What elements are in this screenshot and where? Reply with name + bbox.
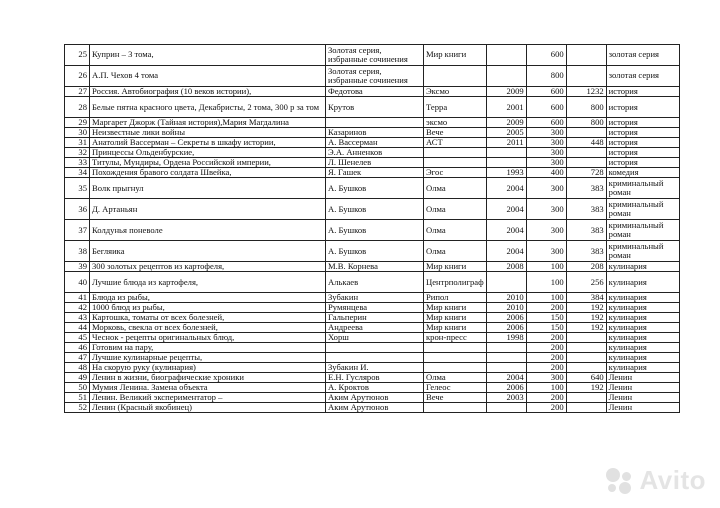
title-cell: 1000 блюд из рыбы, xyxy=(90,303,326,313)
year-cell xyxy=(486,66,526,87)
year-cell: 2006 xyxy=(486,383,526,393)
price-cell: 300 xyxy=(526,178,566,199)
price-cell: 200 xyxy=(526,303,566,313)
year-cell: 2004 xyxy=(486,220,526,241)
table-row xyxy=(65,403,680,413)
genre-cell: криминальный роман xyxy=(606,220,679,241)
year-cell xyxy=(486,272,526,293)
row-number-cell: 32 xyxy=(65,148,90,158)
pages-cell: 383 xyxy=(566,220,606,241)
pages-cell: 448 xyxy=(566,138,606,148)
genre-cell: кулинария xyxy=(606,262,679,272)
title-cell: Похождения бравого солдата Швейка, xyxy=(90,168,326,178)
price-cell: 150 xyxy=(526,313,566,323)
author-cell: Е.Н. Гусляров xyxy=(326,373,424,383)
author-cell: А. Бушков xyxy=(326,199,424,220)
row-number-cell: 45 xyxy=(65,333,90,343)
avito-watermark xyxy=(604,465,706,496)
year-cell: 2004 xyxy=(486,199,526,220)
title-cell: Неизвестные лики войны xyxy=(90,128,326,138)
pages-cell xyxy=(566,403,606,413)
pages-cell: 640 xyxy=(566,373,606,383)
table-row xyxy=(65,128,680,138)
table-row xyxy=(65,168,680,178)
year-cell: 2008 xyxy=(486,262,526,272)
row-number-cell: 38 xyxy=(65,241,90,262)
author-cell xyxy=(326,343,424,353)
pages-cell: 192 xyxy=(566,383,606,393)
row-number-cell: 43 xyxy=(65,313,90,323)
title-cell: Д. Артаньян xyxy=(90,199,326,220)
price-cell: 300 xyxy=(526,148,566,158)
price-cell: 600 xyxy=(526,45,566,66)
genre-cell: история xyxy=(606,87,679,97)
genre-cell: Ленин xyxy=(606,383,679,393)
table-row xyxy=(65,241,680,262)
year-cell xyxy=(486,403,526,413)
author-cell: Крутов xyxy=(326,97,424,118)
row-number-cell: 46 xyxy=(65,343,90,353)
row-number-cell: 42 xyxy=(65,303,90,313)
pages-cell: 800 xyxy=(566,97,606,118)
avito-logo-icon xyxy=(604,466,634,496)
year-cell: 2004 xyxy=(486,241,526,262)
author-cell: Аким Арутюнов xyxy=(326,403,424,413)
row-number-cell: 44 xyxy=(65,323,90,333)
pages-cell xyxy=(566,158,606,168)
publisher-cell: Олма xyxy=(424,373,487,383)
table-row xyxy=(65,313,680,323)
table-row xyxy=(65,262,680,272)
row-number-cell: 31 xyxy=(65,138,90,148)
title-cell: 300 золотых рецептов из картофеля, xyxy=(90,262,326,272)
year-cell xyxy=(486,353,526,363)
table-row xyxy=(65,87,680,97)
table-row xyxy=(65,199,680,220)
book-list-table xyxy=(64,44,680,413)
publisher-cell xyxy=(424,343,487,353)
genre-cell: кулинария xyxy=(606,293,679,303)
genre-cell: криминальный роман xyxy=(606,241,679,262)
title-cell: Колдунья поневоле xyxy=(90,220,326,241)
publisher-cell: Олма xyxy=(424,178,487,199)
author-cell: Аким Арутюнов xyxy=(326,393,424,403)
year-cell xyxy=(486,45,526,66)
author-cell: А. Бушков xyxy=(326,220,424,241)
year-cell: 2003 xyxy=(486,393,526,403)
publisher-cell: Мир книги xyxy=(424,262,487,272)
author-cell: А. Кроктов xyxy=(326,383,424,393)
price-cell: 100 xyxy=(526,293,566,303)
pages-cell: 208 xyxy=(566,262,606,272)
publisher-cell: Мир книги xyxy=(424,303,487,313)
table-row xyxy=(65,272,680,293)
table-row xyxy=(65,97,680,118)
publisher-cell xyxy=(424,363,487,373)
price-cell: 300 xyxy=(526,128,566,138)
price-cell: 300 xyxy=(526,158,566,168)
publisher-cell: Олма xyxy=(424,199,487,220)
genre-cell: история xyxy=(606,128,679,138)
year-cell: 2001 xyxy=(486,97,526,118)
title-cell: Лучшие кулинарные рецепты, xyxy=(90,353,326,363)
author-cell: Я. Гашек xyxy=(326,168,424,178)
genre-cell: кулинария xyxy=(606,303,679,313)
author-cell: А. Бушков xyxy=(326,241,424,262)
price-cell: 600 xyxy=(526,97,566,118)
year-cell: 2010 xyxy=(486,303,526,313)
pages-cell xyxy=(566,363,606,373)
price-cell: 100 xyxy=(526,272,566,293)
row-number-cell: 50 xyxy=(65,383,90,393)
row-number-cell: 48 xyxy=(65,363,90,373)
title-cell: Принцессы Ольденбурские, xyxy=(90,148,326,158)
row-number-cell: 25 xyxy=(65,45,90,66)
genre-cell: криминальный роман xyxy=(606,199,679,220)
genre-cell: золотая серия xyxy=(606,45,679,66)
pages-cell xyxy=(566,148,606,158)
genre-cell: комедия xyxy=(606,168,679,178)
price-cell: 150 xyxy=(526,323,566,333)
row-number-cell: 47 xyxy=(65,353,90,363)
price-cell: 200 xyxy=(526,343,566,353)
row-number-cell: 39 xyxy=(65,262,90,272)
author-cell: Золотая серия, избранные сочинения xyxy=(326,45,424,66)
pages-cell xyxy=(566,393,606,403)
genre-cell: Ленин xyxy=(606,403,679,413)
pages-cell: 1232 xyxy=(566,87,606,97)
genre-cell: кулинария xyxy=(606,343,679,353)
year-cell: 2004 xyxy=(486,178,526,199)
publisher-cell xyxy=(424,66,487,87)
pages-cell xyxy=(566,66,606,87)
pages-cell: 256 xyxy=(566,272,606,293)
year-cell: 2009 xyxy=(486,118,526,128)
table-row xyxy=(65,45,680,66)
title-cell: Анатолий Вассерман – Секреты в шкафу истории, xyxy=(90,138,326,148)
title-cell: Титулы, Мундиры, Ордена Российской империи, xyxy=(90,158,326,168)
price-cell: 100 xyxy=(526,262,566,272)
publisher-cell: Олма xyxy=(424,241,487,262)
row-number-cell: 40 xyxy=(65,272,90,293)
title-cell: Лучшие блюда из картофеля, xyxy=(90,272,326,293)
row-number-cell: 30 xyxy=(65,128,90,138)
year-cell: 2004 xyxy=(486,373,526,383)
publisher-cell: Вече xyxy=(424,393,487,403)
year-cell: 2009 xyxy=(486,87,526,97)
author-cell: Л. Шенелев xyxy=(326,158,424,168)
genre-cell: кулинария xyxy=(606,323,679,333)
author-cell: Андреева xyxy=(326,323,424,333)
pages-cell: 192 xyxy=(566,303,606,313)
title-cell: Чеснок - рецепты оригинальных блюд, xyxy=(90,333,326,343)
price-cell: 300 xyxy=(526,373,566,383)
publisher-cell: Вече xyxy=(424,128,487,138)
title-cell: Бегляика xyxy=(90,241,326,262)
table-row xyxy=(65,353,680,363)
table-row xyxy=(65,66,680,87)
table-row xyxy=(65,220,680,241)
price-cell: 200 xyxy=(526,353,566,363)
publisher-cell: крон-пресс xyxy=(424,333,487,343)
title-cell: Ленин (Красный якобинец) xyxy=(90,403,326,413)
title-cell: Картошка, томаты от всех болезней, xyxy=(90,313,326,323)
table-row xyxy=(65,158,680,168)
genre-cell: криминальный роман xyxy=(606,178,679,199)
pages-cell xyxy=(566,353,606,363)
price-cell: 600 xyxy=(526,87,566,97)
genre-cell: история xyxy=(606,97,679,118)
pages-cell xyxy=(566,128,606,138)
author-cell: Хорш xyxy=(326,333,424,343)
genre-cell: кулинария xyxy=(606,272,679,293)
title-cell: Волк прыгнул xyxy=(90,178,326,199)
title-cell: Ленин в жизни, биографические хроники xyxy=(90,373,326,383)
genre-cell: Ленин xyxy=(606,393,679,403)
genre-cell: кулинария xyxy=(606,313,679,323)
table-row xyxy=(65,303,680,313)
genre-cell: история xyxy=(606,158,679,168)
price-cell: 100 xyxy=(526,383,566,393)
row-number-cell: 51 xyxy=(65,393,90,403)
avito-watermark-text: Avito xyxy=(639,465,706,495)
title-cell: Готовим на пару, xyxy=(90,343,326,353)
publisher-cell: Терра xyxy=(424,97,487,118)
price-cell: 200 xyxy=(526,363,566,373)
publisher-cell: Эксмо xyxy=(424,87,487,97)
genre-cell: Ленин xyxy=(606,373,679,383)
author-cell: М.В. Корнева xyxy=(326,262,424,272)
price-cell: 200 xyxy=(526,333,566,343)
genre-cell: кулинария xyxy=(606,363,679,373)
publisher-cell: Мир книги xyxy=(424,313,487,323)
title-cell: Куприн – 3 тома, xyxy=(90,45,326,66)
price-cell: 300 xyxy=(526,220,566,241)
year-cell: 1998 xyxy=(486,333,526,343)
author-cell: А. Бушков xyxy=(326,178,424,199)
publisher-cell: эксмо xyxy=(424,118,487,128)
table-row xyxy=(65,178,680,199)
table-row xyxy=(65,118,680,128)
price-cell: 300 xyxy=(526,138,566,148)
publisher-cell xyxy=(424,403,487,413)
author-cell: Казаринов xyxy=(326,128,424,138)
publisher-cell: Гелеос xyxy=(424,383,487,393)
title-cell: Маргарет Джорж (Тайная история),Мария Магдалина xyxy=(90,118,326,128)
pages-cell: 383 xyxy=(566,241,606,262)
row-number-cell: 26 xyxy=(65,66,90,87)
table-row xyxy=(65,393,680,403)
author-cell: Гальперин xyxy=(326,313,424,323)
pages-cell xyxy=(566,343,606,353)
author-cell: Зубакин И. xyxy=(326,363,424,373)
price-cell: 400 xyxy=(526,168,566,178)
row-number-cell: 34 xyxy=(65,168,90,178)
title-cell: Мумия Ленина. Замена объекта xyxy=(90,383,326,393)
pages-cell: 192 xyxy=(566,323,606,333)
year-cell xyxy=(486,148,526,158)
price-cell: 300 xyxy=(526,199,566,220)
price-cell: 200 xyxy=(526,403,566,413)
title-cell: Ленин. Великий экспериментатор – xyxy=(90,393,326,403)
pages-cell: 192 xyxy=(566,313,606,323)
author-cell: А. Вассерман xyxy=(326,138,424,148)
publisher-cell xyxy=(424,158,487,168)
year-cell xyxy=(486,158,526,168)
author-cell: Алькаев xyxy=(326,272,424,293)
row-number-cell: 33 xyxy=(65,158,90,168)
author-cell: Э.А. Анненков xyxy=(326,148,424,158)
author-cell xyxy=(326,353,424,363)
publisher-cell: Эгос xyxy=(424,168,487,178)
author-cell xyxy=(326,118,424,128)
table-row xyxy=(65,138,680,148)
publisher-cell: Мир книги xyxy=(424,323,487,333)
pages-cell: 383 xyxy=(566,178,606,199)
row-number-cell: 49 xyxy=(65,373,90,383)
genre-cell: кулинария xyxy=(606,353,679,363)
row-number-cell: 27 xyxy=(65,87,90,97)
publisher-cell: Центрполиграф xyxy=(424,272,487,293)
year-cell: 2010 xyxy=(486,293,526,303)
title-cell: Белые пятна красного цвета, Декабристы, 2 тома, 300 р за том xyxy=(90,97,326,118)
year-cell: 2005 xyxy=(486,128,526,138)
pages-cell: 728 xyxy=(566,168,606,178)
genre-cell: кулинария xyxy=(606,333,679,343)
genre-cell: история xyxy=(606,118,679,128)
author-cell: Федотова xyxy=(326,87,424,97)
genre-cell: история xyxy=(606,148,679,158)
pages-cell: 384 xyxy=(566,293,606,303)
table-row xyxy=(65,333,680,343)
pages-cell xyxy=(566,45,606,66)
publisher-cell: АСТ xyxy=(424,138,487,148)
pages-cell xyxy=(566,333,606,343)
row-number-cell: 36 xyxy=(65,199,90,220)
year-cell: 2011 xyxy=(486,138,526,148)
row-number-cell: 52 xyxy=(65,403,90,413)
price-cell: 800 xyxy=(526,66,566,87)
publisher-cell: Олма xyxy=(424,220,487,241)
publisher-cell: Рипол xyxy=(424,293,487,303)
author-cell: Золотая серия, избранные сочинения xyxy=(326,66,424,87)
row-number-cell: 35 xyxy=(65,178,90,199)
pages-cell: 800 xyxy=(566,118,606,128)
year-cell: 2006 xyxy=(486,323,526,333)
row-number-cell: 28 xyxy=(65,97,90,118)
year-cell: 1993 xyxy=(486,168,526,178)
title-cell: На скорую руку (кулинария) xyxy=(90,363,326,373)
pages-cell: 383 xyxy=(566,199,606,220)
table-row xyxy=(65,373,680,383)
row-number-cell: 37 xyxy=(65,220,90,241)
row-number-cell: 41 xyxy=(65,293,90,303)
price-cell: 200 xyxy=(526,393,566,403)
genre-cell: история xyxy=(606,138,679,148)
price-cell: 600 xyxy=(526,118,566,128)
publisher-cell xyxy=(424,148,487,158)
author-cell: Румянцева xyxy=(326,303,424,313)
publisher-cell xyxy=(424,353,487,363)
genre-cell: золотая серия xyxy=(606,66,679,87)
table-row xyxy=(65,293,680,303)
year-cell xyxy=(486,343,526,353)
table-row xyxy=(65,363,680,373)
title-cell: А.П. Чехов 4 тома xyxy=(90,66,326,87)
row-number-cell: 29 xyxy=(65,118,90,128)
table-row xyxy=(65,343,680,353)
price-cell: 300 xyxy=(526,241,566,262)
publisher-cell: Мир книги xyxy=(424,45,487,66)
year-cell xyxy=(486,363,526,373)
table-row xyxy=(65,148,680,158)
table-row xyxy=(65,323,680,333)
author-cell: Зубакин xyxy=(326,293,424,303)
title-cell: Блюда из рыбы, xyxy=(90,293,326,303)
table-row xyxy=(65,383,680,393)
year-cell: 2006 xyxy=(486,313,526,323)
title-cell: Морковь, свекла от всех болезней, xyxy=(90,323,326,333)
title-cell: Россия. Автобиография (10 веков истории), xyxy=(90,87,326,97)
